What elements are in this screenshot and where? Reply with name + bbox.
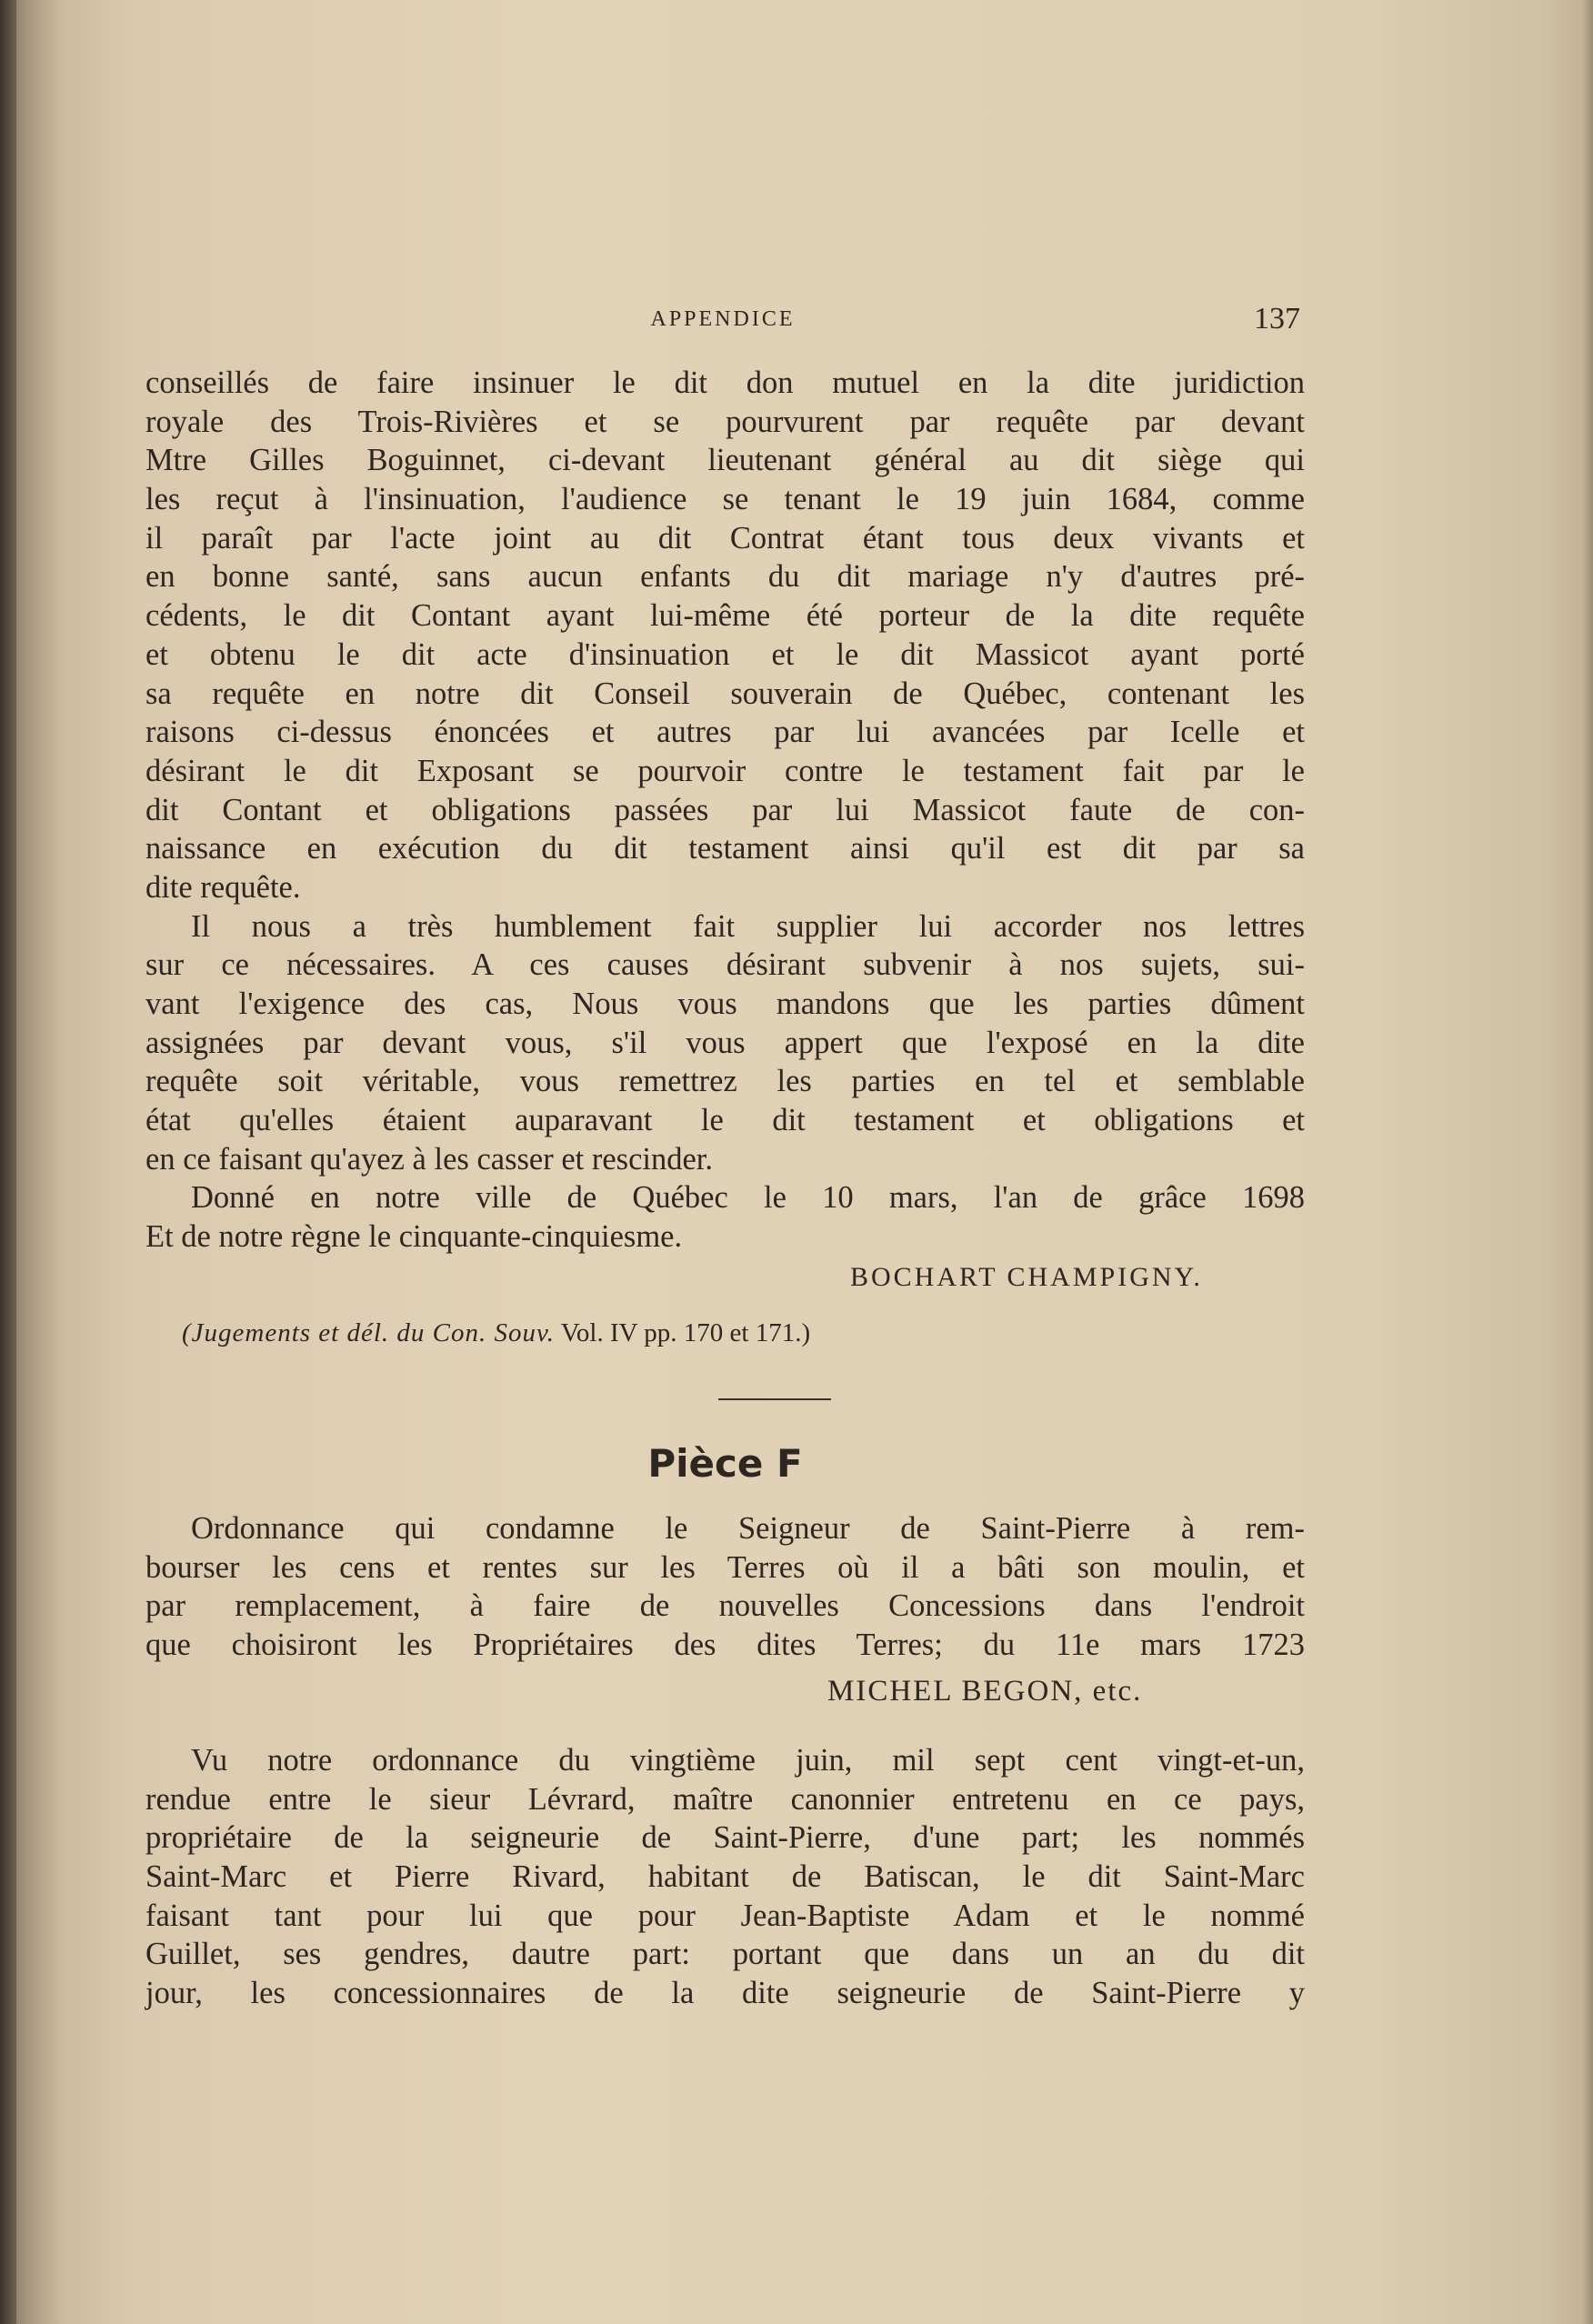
citation-rest: Vol. IV pp. 170 et 171.)	[554, 1318, 811, 1347]
text-line: Vu notre ordonnance du vingtième juin, mil sept cent vingt-et-un,	[191, 1743, 1305, 1778]
text-line: que choisiront les Propriétaires des dites Terres; du 11e mars 1723	[145, 1628, 1305, 1663]
text-line: jour, les concessionnaires de la dite seigneurie de Saint-Pierre y	[145, 1976, 1305, 2011]
signature: BOCHART CHAMPIGNY.	[850, 1262, 1203, 1292]
text-line: Guillet, ses gendres, dautre part: portant que dans un an du dit	[145, 1937, 1305, 1972]
text-line: conseillés de faire insinuer le dit don mutuel en la dite juridiction	[145, 366, 1305, 400]
page-header	[145, 302, 1300, 338]
text-line: sa requête en notre dit Conseil souverain de Québec, contenant les	[145, 676, 1305, 711]
ordonnance-summary	[145, 1509, 1305, 1665]
page-edge	[1582, 0, 1593, 2324]
text-line: les reçut à l'insinuation, l'audience se tenant le 19 juin 1684, comme	[145, 482, 1305, 517]
text-line: Il nous a très humblement fait supplier lui accorder nos lettres	[191, 908, 1305, 944]
running-head: APPENDICE	[650, 307, 796, 331]
text-line: raisons ci-dessus énoncées et autres par lui avancées par Icelle et	[145, 715, 1305, 750]
text-line: sur ce nécessaires. A ces causes désirant subvenir à nos sujets, sui-	[145, 947, 1305, 983]
text-line: état qu'elles étaient auparavant le dit testament et obligations et	[145, 1103, 1305, 1138]
text-line: naissance en exécution du dit testament ainsi qu'il est dit par sa	[145, 831, 1305, 866]
text-block-3	[145, 1741, 1305, 2013]
section-title: Pièce F	[647, 1441, 803, 1486]
text-line: en bonne santé, sans aucun enfants du dit mariage n'y d'autres pré-	[145, 559, 1305, 595]
text-line: rendue entre le sieur Lévrard, maître canonnier entretenu en ce pays,	[145, 1781, 1305, 1817]
text-line: assignées par devant vous, s'il vous appert que l'exposé en la dite	[145, 1025, 1305, 1060]
text-line: désirant le dit Exposant se pourvoir contre le testament fait par le	[145, 753, 1305, 788]
text-line: en ce faisant qu'ayez à les casser et rescinder.	[145, 1141, 714, 1177]
text-line: Saint-Marc et Pierre Rivard, habitant de Batiscan, le dit Saint-Marc	[145, 1859, 1305, 1895]
signature-2: MICHEL BEGON, etc.	[827, 1675, 1143, 1708]
page-number: 137	[1254, 302, 1300, 336]
text-block-1	[145, 364, 1305, 1257]
text-line: Mtre Gilles Boguinnet, ci-devant lieutenant général au dit siège qui	[145, 443, 1305, 478]
text-line: requête soit véritable, vous remettrez les parties en tel et semblable	[145, 1064, 1305, 1099]
text-line: il paraît par l'acte joint au dit Contrat étant tous deux vivants et	[145, 520, 1305, 556]
text-line: Ordonnance qui condamne le Seigneur de Saint-Pierre à rem-	[191, 1511, 1305, 1546]
citation	[182, 1318, 810, 1348]
text-line: Et de notre règne le cinquante-cinquiesme.	[145, 1219, 683, 1255]
text-line: faisant tant pour lui que pour Jean-Baptiste Adam et le nommé	[145, 1898, 1305, 1933]
book-spine-shadow	[0, 0, 16, 2324]
citation-italic: (Jugements et dél. du Con. Souv.	[182, 1318, 555, 1347]
text-line: vant l'exigence des cas, Nous vous mandons que les parties dûment	[145, 987, 1305, 1021]
text-line: propriétaire de la seigneurie de Saint-Pierre, d'une part; les nommés	[145, 1820, 1305, 1856]
text-line: royale des Trois-Rivières et se pourvurent par requête par devant	[145, 404, 1305, 439]
text-line: bourser les cens et rentes sur les Terres où il a bâti son moulin, et	[145, 1549, 1305, 1585]
section-divider	[718, 1398, 831, 1400]
text-line: dite requête.	[145, 869, 301, 905]
text-line: Donné en notre ville de Québec le 10 mars, l'an de grâce 1698	[191, 1180, 1305, 1216]
text-line: et obtenu le dit acte d'insinuation et le dit Massicot ayant porté	[145, 636, 1305, 672]
text-line: dit Contant et obligations passées par lui Massicot faute de con-	[145, 792, 1305, 827]
text-line: par remplacement, à faire de nouvelles Concessions dans l'endroit	[145, 1588, 1305, 1624]
text-line: cédents, le dit Contant ayant lui-même été porteur de la dite requête	[145, 598, 1305, 634]
